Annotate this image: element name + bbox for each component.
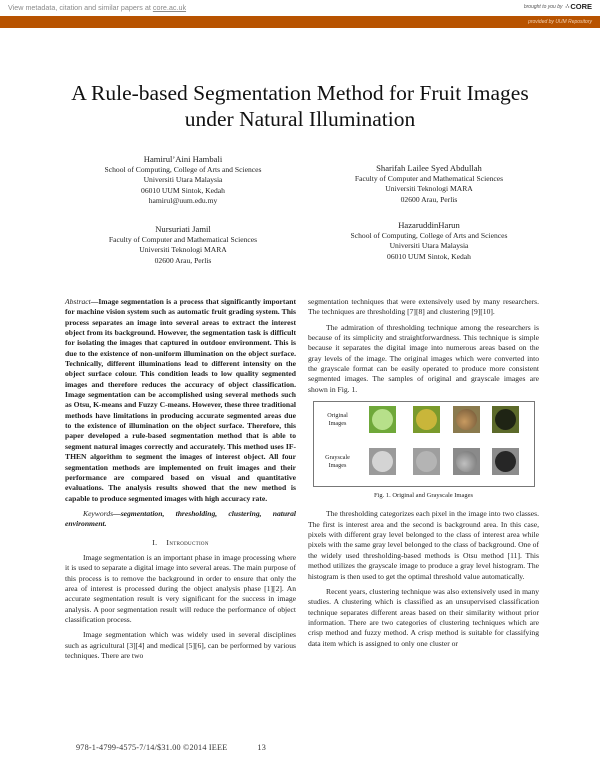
brought-by[interactable]: [524, 2, 592, 11]
abstract-text: —Image segmentation is a process that significantly important for machine vision system such as automatic fruit grading system. This process separates an image into several areas to extract the interest object from its background. However, the segmentation task is difficult for isolating the images that captured in outdoor environment. This is due to the existence of non-uniform illumination on the object surface. Technically, different illuminations lead to different intensity on the object surface colour. This condition leads to low quality segmented images and therefore reduces the accuracy of object classification. Image segmentation can be accomplished using several methods such as Otsu, K-means and Fuzzy C-means. However, these three traditional methods have limitations in producing accurate segmented areas due to the existence of illumination on the object surface. Therefore, this paper developed a rule-based segmentation method that is able to segment natural images correctly and accurately. This method uses IF-THEN algorithm to segment the images of interest object. All four segmentation methods are implemented on fruit images and their performance are compared based on visual and quantitative evaluations. The analysis results showed that the new method is capable to produce segmented images with high accuracy rate.: [65, 297, 296, 503]
paragraph: segmentation techniques that were extensively used by many researchers. The techniques are thresholding [7][8] and clustering [9][10].: [308, 297, 539, 317]
author-affiliation: 06010 UUM Sintok, Kedah: [387, 251, 471, 261]
figure-caption: Fig. 1. Original and Grayscale Images: [373, 492, 474, 500]
author-affiliation: School of Computing, College of Arts and Sciences: [104, 165, 262, 174]
core-logo[interactable]: [566, 2, 593, 11]
fruit-image-original-2: [413, 406, 440, 433]
author-affiliation: Universiti Teknologi MARA: [385, 184, 473, 194]
author-affiliation: 02600 Arau, Perlis: [154, 255, 212, 265]
author-affiliation: 02600 Arau, Perlis: [400, 194, 458, 204]
title-line-2: under Natural Illumination: [184, 107, 416, 131]
author-affiliation: School of Computing, College of Arts and Sciences: [350, 231, 508, 240]
fruit-image-gray-4: [492, 448, 519, 475]
fruit-image-gray-1: [369, 448, 396, 475]
author-affiliation: Faculty of Computer and Mathematical Sciences: [108, 235, 258, 244]
core-logo-icon: ∴: [565, 4, 570, 10]
core-band: [0, 16, 600, 28]
author-email: hamirul@uum.edu.my: [148, 195, 218, 205]
provided-by-link[interactable]: provided by UUM Repository: [528, 18, 592, 25]
abstract: [65, 297, 296, 504]
paragraph: The admiration of thresholding technique among the researchers is because of its simplicity and straightforwardness. This technique is simple because it separates the digital image into numerous areas based on the gray levels of the image. The original images which were converted into the grayscale format can be easily operated to produce more consistent segmented images. The samples of original and grayscale images are shown in Fig. 1.: [308, 322, 539, 394]
metadata-text: View metadata, citation and similar papers at: [8, 3, 153, 12]
fruit-image-gray-2: [413, 448, 440, 475]
author-name: Nursuriati Jamil: [155, 224, 211, 234]
core-link[interactable]: core.ac.uk: [152, 3, 187, 12]
metadata-notice: [8, 3, 186, 12]
author-block-1: [70, 153, 296, 206]
keywords-text: —segmentation, thresholding, clustering, natural environment.: [65, 508, 296, 529]
title-line-1: A Rule-based Segmentation Method for Fruit Images: [71, 81, 529, 105]
core-header: [0, 0, 600, 16]
fruit-image-original-1: [369, 406, 396, 433]
figure-row-label: Original Images: [327, 412, 348, 428]
author-name: Hamirul’Aini Hambali: [143, 154, 223, 164]
copyright-isbn: 978-1-4799-4575-7/14/$31.00 ©2014 IEEE: [76, 743, 228, 752]
author-name: Sharifah Lailee Syed Abdullah: [376, 163, 482, 173]
author-block-3: [70, 223, 296, 266]
author-affiliation: Faculty of Computer and Mathematical Sciences: [354, 174, 504, 183]
author-block-2: [316, 162, 542, 205]
page-footer: [76, 743, 266, 752]
figure-row-label: Grayscale Images: [325, 454, 350, 470]
left-column: [65, 297, 296, 666]
section-heading-introduction: [65, 538, 296, 548]
author-affiliation: 06010 UUM Sintok, Kedah: [141, 185, 225, 195]
figure-row-original: [314, 404, 534, 444]
figure-row-grayscale: [314, 446, 534, 486]
figure-1: [313, 401, 535, 487]
page-number: 13: [257, 743, 266, 752]
brought-by-text: brought to you by: [523, 3, 563, 10]
author-name: HazaruddinHarun: [398, 220, 460, 230]
author-affiliation: Universiti Utara Malaysia: [389, 241, 469, 251]
paragraph: Recent years, clustering technique was also extensively used in many studies. A clustering which is classified as an unsupervised classification technique separates different areas based on their similarity without prior information. There are two categories of clustering techniques which are crisp method and fuzzy method. A crisp method is suitable for classifying data item which is assigned to only one cluster or: [308, 586, 539, 648]
paragraph: Image segmentation which was widely used in several disciplines such as agricultural [3][4] and medical [5][6], can be performed by various techniques. There are two: [65, 630, 296, 660]
section-number: I.: [152, 537, 158, 547]
author-affiliation: Universiti Utara Malaysia: [143, 175, 223, 185]
core-logo-text: CORE: [570, 2, 592, 11]
author-block-4: [316, 219, 542, 262]
right-column: [308, 297, 539, 654]
keywords-label: Keywords: [83, 508, 114, 518]
paper-title: [0, 80, 600, 132]
keywords: [65, 509, 296, 530]
fruit-image-gray-3: [453, 448, 480, 475]
author-affiliation: Universiti Teknologi MARA: [139, 245, 227, 255]
abstract-label: Abstract: [65, 297, 91, 306]
paragraph: The thresholding categorizes each pixel in the image into two classes. The first is interest area and the second is background area. In this case, pixels with different gray level belonged to the class of interest area while pixels with the same gray level belonged to the class of background. One of the widely used thresholding-based methods is Otsu method [11]. This method utilizes the grayscale image to produce a gray level histogram. The histogram is then used to get the optimal threshold value automatically.: [308, 509, 539, 581]
fruit-image-original-3: [453, 406, 480, 433]
paragraph: Image segmentation is an important phase in image processing where it is used to separate a digital image into several areas. The main purpose of this process is to remove the background in order to ensure that only the area of interest is processed during the object analysis phase [1][2]. An accurate segmentation result is very significant for the success in image analysis. A poor segmentation result will reduce the performance of object classification process.: [65, 552, 296, 624]
section-title: Introduction: [166, 537, 209, 547]
fruit-image-original-4: [492, 406, 519, 433]
